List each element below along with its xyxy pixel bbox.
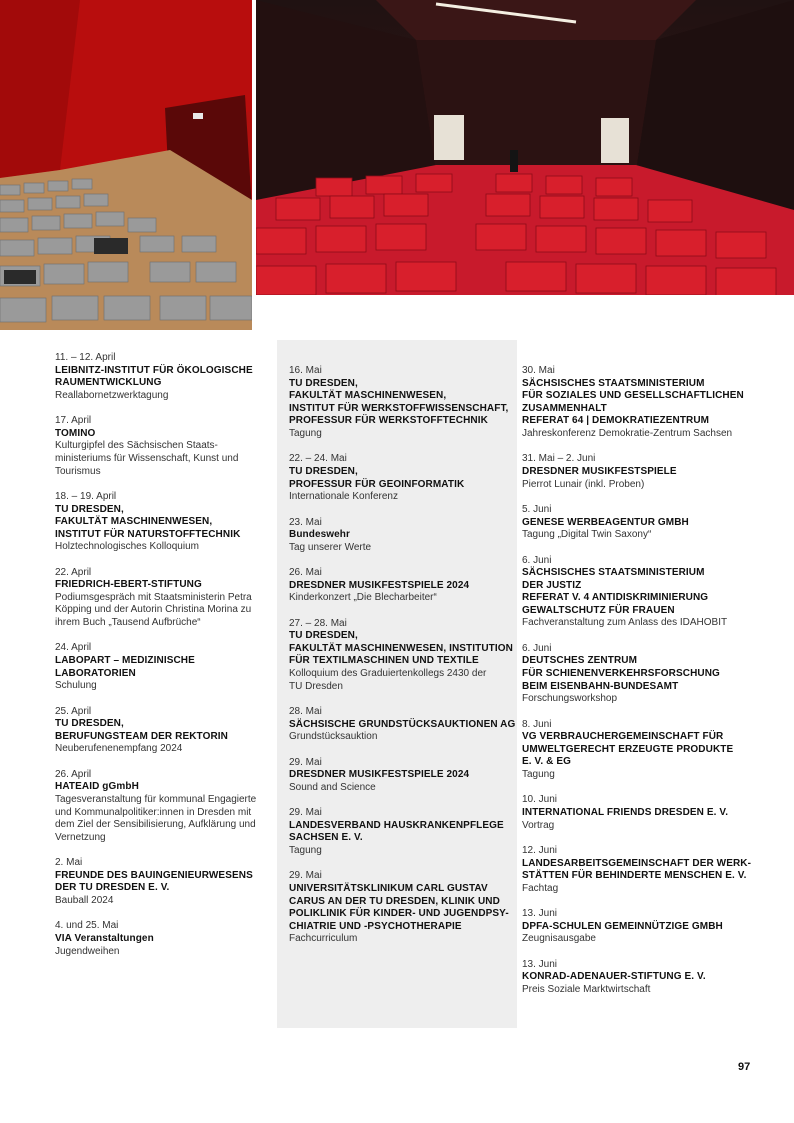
event-description: Holztechnologisches Kolloquium (55, 541, 199, 553)
event-organizer: DPFA-SCHULEN GEMEINNÜTZIGE GMBH (522, 920, 723, 932)
event-entry (522, 908, 762, 946)
event-entry (55, 352, 275, 402)
event-entry (522, 643, 762, 706)
photo-lecture-hall-right (256, 0, 794, 295)
event-organizer: TOMINO (55, 427, 96, 439)
event-organizer: TU DRESDEN, FAKULTÄT MASCHINENWESEN, INSTITUT FÜR NATURSTOFFTECHNIK (55, 503, 241, 540)
event-entry (522, 959, 762, 997)
event-entry (55, 567, 275, 630)
event-entry (289, 618, 517, 694)
event-date: 16. Mai (289, 365, 322, 376)
photo-event-hall-left (0, 0, 252, 330)
event-description: Tagung (289, 427, 322, 439)
event-date: 6. Juni (522, 642, 552, 654)
event-organizer: DRESDNER MUSIKFESTSPIELE (522, 465, 677, 477)
event-description: Neuberufenenempfang 2024 (55, 743, 183, 755)
event-description: Tag unserer Werte (289, 541, 372, 553)
event-entry (55, 706, 275, 756)
event-date: 29. Mai (289, 807, 322, 819)
event-date: 26. Mai (289, 567, 322, 579)
event-description: Fachcurriculum (289, 933, 358, 945)
event-description: Fachtag (522, 882, 559, 894)
event-organizer: TU DRESDEN, BERUFUNGSTEAM DER REKTORIN (55, 718, 228, 742)
event-date: 23. Mai (289, 516, 322, 528)
event-hall-illustration-left (0, 0, 252, 330)
event-description: Jahreskonferenz Demokratie-Zentrum Sachsen (522, 427, 733, 439)
event-date: 13. Juni (522, 908, 558, 920)
event-description: Kulturgipfel des Sächsischen Staats- ministeriums für Wissenschaft, Kunst und Tourismus (55, 440, 239, 477)
lecture-hall-illustration-right (256, 0, 794, 295)
event-organizer: VIA Veranstaltungen (55, 932, 154, 944)
event-entry (55, 415, 275, 478)
event-organizer: TU DRESDEN, FAKULTÄT MASCHINENWESEN, INSTITUT FÜR WERKSTOFFWISSENSCHAFT, PROFESSUR FÜR WERKSTOFFTECHNIK (289, 377, 509, 427)
event-column-2 (289, 365, 517, 959)
event-date: 25. April (55, 705, 92, 717)
event-organizer: HATEAID gGmbH (55, 781, 139, 793)
event-description: Tagesveranstaltung für kommunal Engagierte und Kommunalpolitiker:innen in Dresden mit dem Ziel der Sensibilisierung, Aufklärung und Vernetzung (55, 794, 257, 843)
event-organizer: DRESDNER MUSIKFESTSPIELE 2024 (289, 769, 470, 781)
event-date: 24. April (55, 642, 92, 654)
event-organizer: KONRAD-ADENAUER-STIFTUNG E. V. (522, 971, 706, 983)
event-entry (55, 642, 275, 692)
event-date: 22. April (55, 566, 92, 578)
event-description: Forschungsworkshop (522, 693, 618, 705)
event-date: 28. Mai (289, 706, 322, 718)
event-date: 8. Juni (522, 718, 552, 730)
event-date: 27. – 28. Mai (289, 617, 347, 629)
event-description: Kolloquium des Graduiertenkollegs 2430 der TU Dresden (289, 668, 487, 692)
event-organizer: SÄCHSISCHES STAATSMINISTERIUM FÜR SOZIALES UND GESELLSCHAFTLICHEN ZUSAMMENHALT REFERAT 64 | DEMOKRATIEZENTRUM (522, 377, 744, 427)
event-date: 22. – 24. Mai (289, 453, 347, 465)
event-description: Vortrag (522, 819, 555, 831)
event-column-1 (55, 352, 275, 971)
event-organizer: TU DRESDEN, FAKULTÄT MASCHINENWESEN, INSTITUTION FÜR TEXTILMASCHINEN UND TEXTILE (289, 630, 513, 667)
event-entry (289, 365, 517, 441)
page-number: 97 (738, 1061, 751, 1073)
event-date: 6. Juni (522, 554, 552, 566)
event-organizer: LANDESVERBAND HAUSKRANKENPFLEGE SACHSEN E. V. (289, 819, 504, 844)
event-date: 30. Mai (522, 365, 555, 376)
event-entry (289, 870, 517, 946)
event-entry (289, 517, 517, 555)
event-description: Podiumsgespräch mit Staatsministerin Petra Köpping und der Autorin Christina Morina zu ihrem Buch „Tausend Aufbrüche“ (55, 591, 252, 629)
event-organizer: FREUNDE DES BAUINGENIEURWESENS DER TU DRESDEN E. V. (55, 869, 253, 894)
event-entry (522, 555, 762, 631)
event-organizer: VG VERBRAUCHERGEMEINSCHAFT FÜR UMWELTGERECHT ERZEUGTE PRODUKTE E. V. & EG (522, 731, 734, 768)
event-description: Zeugnisausgabe (522, 933, 596, 945)
event-organizer: LEIBNITZ-INSTITUT FÜR ÖKOLOGISCHE RAUMENTWICKLUNG (55, 364, 253, 389)
event-entry (55, 769, 275, 845)
event-organizer: SÄCHSISCHE GRUNDSTÜCKSAUKTIONEN AG (289, 718, 516, 730)
event-description: Pierrot Lunair (inkl. Proben) (522, 478, 645, 490)
event-entry (289, 453, 517, 503)
event-description: Sound and Science (289, 781, 376, 793)
event-date: 31. Mai – 2. Juni (522, 453, 596, 465)
event-column-3 (522, 365, 762, 1009)
event-entry (289, 807, 517, 857)
event-entry (289, 567, 517, 605)
event-date: 11. – 12. April (55, 352, 116, 363)
event-entry (522, 504, 762, 542)
event-organizer: UNIVERSITÄTSKLINIKUM CARL GUSTAV CARUS AN DER TU DRESDEN, KLINIK UND POLIKLINIK FÜR KINDER- UND JUGENDPSY- CHIATRIE UND -PSYCHOTHERAPIE (289, 882, 509, 932)
event-entry (522, 719, 762, 782)
event-description: Preis Soziale Marktwirtschaft (522, 983, 651, 995)
event-organizer: TU DRESDEN, PROFESSUR FÜR GEOINFORMATIK (289, 465, 465, 490)
event-organizer: DEUTSCHES ZENTRUM FÜR SCHIENENVERKEHRSFORSCHUNG BEIM EISENBAHN-BUNDESAMT (522, 655, 720, 692)
event-column-2-panel (277, 340, 517, 1028)
event-entry (522, 365, 762, 441)
event-entry (289, 706, 517, 744)
event-date: 5. Juni (522, 503, 552, 515)
event-date: 29. Mai (289, 756, 322, 768)
event-entry (289, 757, 517, 795)
event-organizer: LANDESARBEITSGEMEINSCHAFT DER WERK- STÄTTEN FÜR BEHINDERTE MENSCHEN E. V. (522, 857, 752, 882)
event-description: Bauball 2024 (55, 894, 114, 906)
event-organizer: DRESDNER MUSIKFESTSPIELE 2024 (289, 579, 470, 591)
event-entry (55, 920, 275, 958)
event-description: Reallabornetzwerktagung (55, 389, 169, 401)
event-description: Internationale Konferenz (289, 491, 398, 503)
event-organizer: LABOPART – MEDIZINISCHE LABORATORIEN (55, 655, 195, 679)
event-organizer: Bundeswehr (289, 529, 351, 541)
event-description: Tagung „Digital Twin Saxony“ (522, 529, 652, 541)
event-date: 13. Juni (522, 958, 558, 970)
event-organizer: FRIEDRICH-EBERT-STIFTUNG (55, 579, 202, 591)
event-organizer: GENESE WERBEAGENTUR GMBH (522, 516, 689, 528)
event-date: 10. Juni (522, 794, 558, 806)
event-description: Tagung (289, 844, 322, 856)
event-entry (55, 857, 275, 907)
event-date: 17. April (55, 415, 92, 427)
event-date: 29. Mai (289, 870, 322, 882)
event-entry (55, 491, 275, 554)
event-organizer: SÄCHSISCHES STAATSMINISTERIUM DER JUSTIZ REFERAT V. 4 ANTIDISKRIMINIERUNG GEWALTSCHUTZ FÜR FRAUEN (522, 567, 709, 616)
event-description: Kinderkonzert „Die Blecharbeiter“ (289, 592, 437, 604)
event-entry (522, 845, 762, 895)
event-description: Jugendweihen (55, 945, 120, 957)
event-entry (522, 453, 762, 491)
event-date: 4. und 25. Mai (55, 920, 119, 932)
event-entry (522, 794, 762, 832)
event-organizer: INTERNATIONAL FRIENDS DRESDEN E. V. (522, 807, 729, 818)
event-description: Fachveranstaltung zum Anlass des IDAHOBIT (522, 617, 728, 629)
event-description: Grundstücksauktion (289, 731, 378, 743)
event-date: 2. Mai (55, 857, 83, 869)
event-description: Tagung (522, 769, 555, 781)
event-date: 18. – 19. April (55, 490, 117, 502)
event-date: 12. Juni (522, 844, 558, 856)
event-description: Schulung (55, 680, 97, 692)
event-date: 26. April (55, 768, 92, 780)
